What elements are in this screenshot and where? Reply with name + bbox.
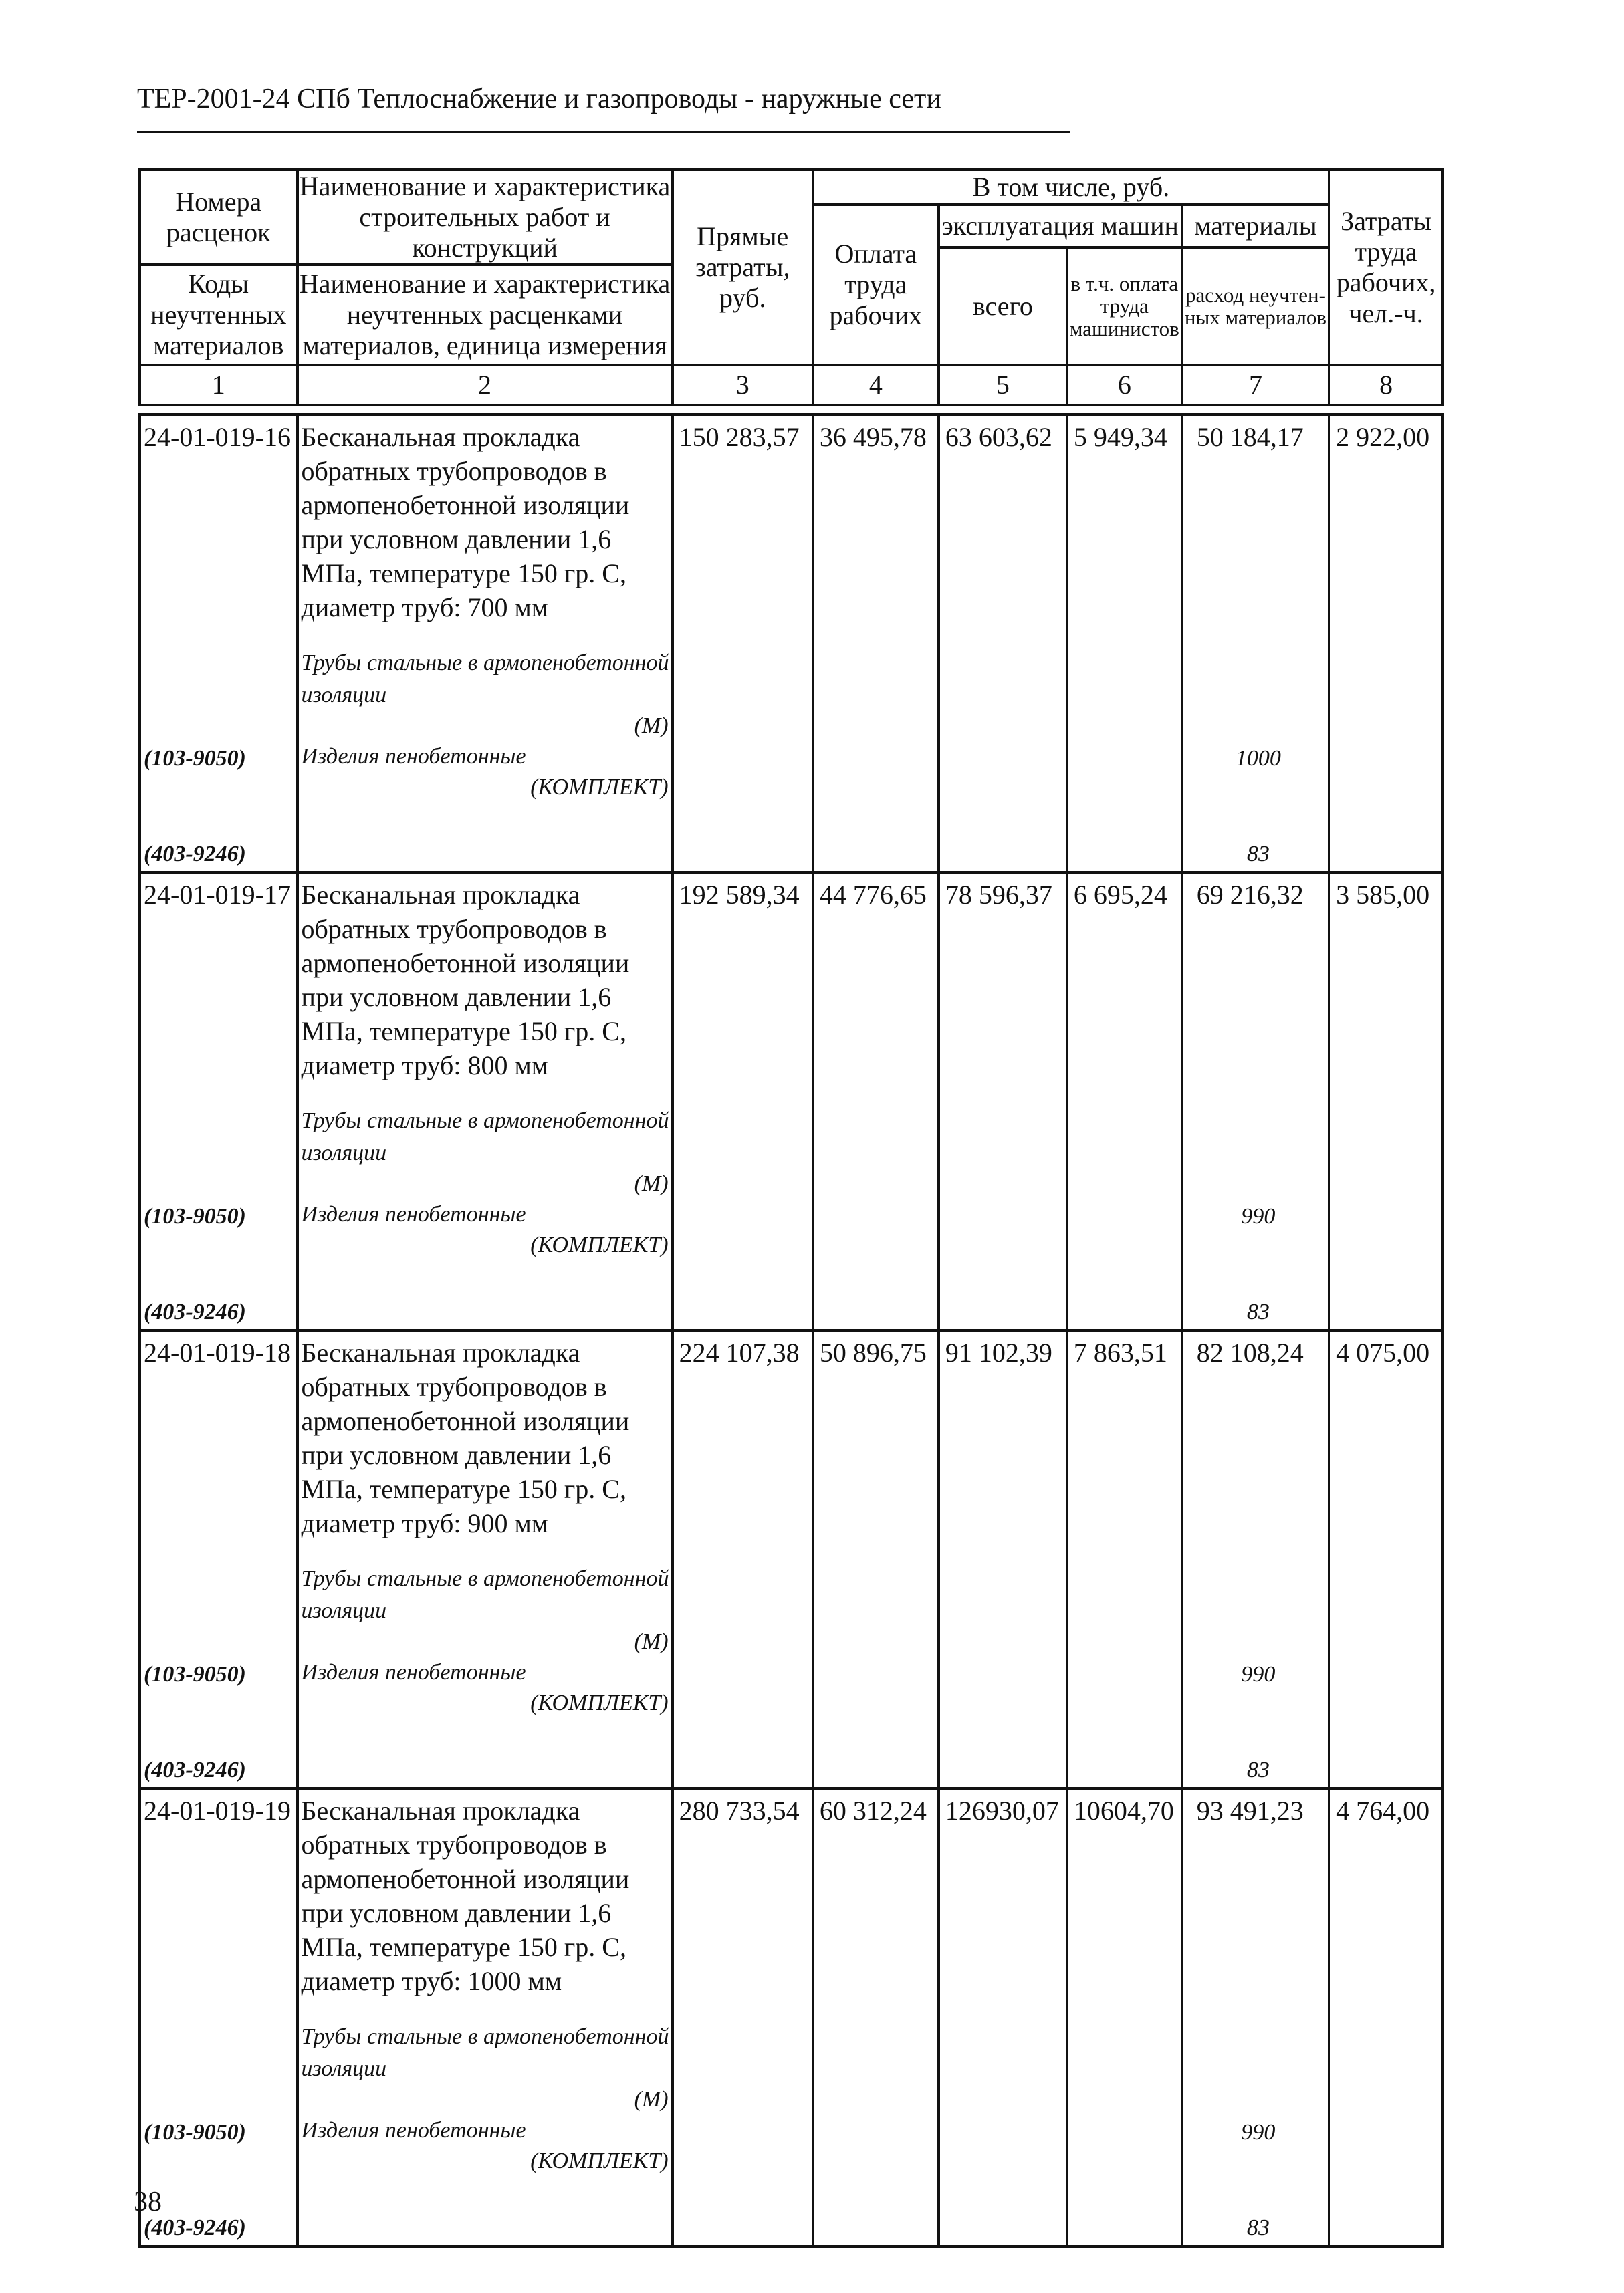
header-rule (137, 131, 1070, 133)
document-header: ТЕР-2001-24 СПб Теплоснабжение и газопроводы - наружные сети (137, 84, 941, 114)
materials-cell (1182, 1330, 1329, 1788)
material-name: Изделия пенобетонные (301, 1660, 526, 1685)
header-machines-total: всего (939, 247, 1067, 365)
materials-cost: 82 108,24 (1196, 1338, 1304, 1368)
labor-hours: 4 075,00 (1329, 1330, 1443, 1788)
description-cell (298, 1788, 673, 2246)
materials-cell (1182, 1788, 1329, 2246)
work-description: Бесканальная прокладка обратных трубопроводов в армопенобетонной изоляции при условном давлении 1,6 МПа, температуре 150 гр. С, диаметр труб: 800 мм (301, 880, 630, 1080)
material-code: (403-9246) (144, 1300, 246, 1324)
material-unit: (КОМПЛЕКТ) (530, 775, 669, 800)
operators-pay: 10604,70 (1067, 1788, 1182, 2246)
material-unit: (М) (634, 713, 669, 738)
rates-table (138, 413, 1444, 2248)
rate-code: 24-01-019-18 (144, 1338, 291, 1368)
header-material-codes: Коды неучтенных материалов (140, 265, 298, 365)
header-materials: материалы (1182, 205, 1329, 247)
material-quantity: 990 (1241, 1662, 1276, 1687)
labor-hours: 4 764,00 (1329, 1788, 1443, 2246)
work-description: Бесканальная прокладка обратных трубопроводов в армопенобетонной изоляции при условном давлении 1,6 МПа, температуре 150 гр. С, диаметр труб: 1000 мм (301, 1796, 630, 1996)
work-description: Бесканальная прокладка обратных трубопроводов в армопенобетонной изоляции при условном давлении 1,6 МПа, температуре 150 гр. С, диаметр труб: 900 мм (301, 1338, 630, 1538)
table-row (140, 1330, 1443, 1788)
material-quantity: 990 (1241, 2120, 1276, 2145)
col-num-4: 4 (813, 365, 939, 405)
header-labor-hours: Затраты труда рабочих, чел.-ч. (1329, 170, 1443, 365)
col-num-8: 8 (1329, 365, 1443, 405)
material-code: (403-9246) (144, 2215, 246, 2240)
header-material-names: Наименование и характеристика неучтенных расценками материалов, единица измерения (298, 265, 673, 365)
workers-pay: 36 495,78 (813, 414, 939, 872)
material-unit: (М) (634, 2087, 669, 2112)
header-workers-pay: Оплата труда рабочих (813, 205, 939, 365)
material-name: Трубы стальные в армопенобетонной изоляции (301, 1108, 669, 1165)
machines-total: 126930,07 (939, 1788, 1067, 2246)
machines-total: 63 603,62 (939, 414, 1067, 872)
rate-code: 24-01-019-16 (144, 422, 291, 452)
materials-cost: 93 491,23 (1196, 1796, 1304, 1826)
material-name: Изделия пенобетонные (301, 2118, 526, 2143)
workers-pay: 60 312,24 (813, 1788, 939, 2246)
material-quantity: 990 (1241, 1204, 1276, 1229)
col-num-3: 3 (673, 365, 813, 405)
col-num-6: 6 (1067, 365, 1182, 405)
material-code: (403-9246) (144, 1758, 246, 1782)
direct-costs: 224 107,38 (673, 1330, 813, 1788)
material-unit: (КОМПЛЕКТ) (530, 1233, 669, 1257)
description-cell (298, 414, 673, 872)
material-name: Изделия пенобетонные (301, 1202, 526, 1227)
direct-costs: 280 733,54 (673, 1788, 813, 2246)
operators-pay: 5 949,34 (1067, 414, 1182, 872)
machines-total: 91 102,39 (939, 1330, 1067, 1788)
material-quantity: 83 (1246, 2215, 1270, 2240)
workers-pay: 50 896,75 (813, 1330, 939, 1788)
rate-code: 24-01-019-17 (144, 880, 291, 910)
labor-hours: 2 922,00 (1329, 414, 1443, 872)
material-quantity: 83 (1246, 842, 1270, 866)
header-unaccounted-materials: расход неучтен-ных материалов (1182, 247, 1329, 365)
col-num-5: 5 (939, 365, 1067, 405)
rate-code-cell (140, 414, 298, 872)
header-direct-costs: Прямые затраты, руб. (673, 170, 813, 365)
direct-costs: 192 589,34 (673, 872, 813, 1330)
material-name: Трубы стальные в армопенобетонной изоляции (301, 1566, 669, 1623)
materials-cell (1182, 872, 1329, 1330)
material-code: (103-9050) (144, 1662, 246, 1687)
header-work-name: Наименование и характеристика строительных работ и конструкций (298, 170, 673, 265)
col-num-2: 2 (298, 365, 673, 405)
material-name: Трубы стальные в армопенобетонной изоляции (301, 2024, 669, 2081)
material-code: (103-9050) (144, 2120, 246, 2145)
material-unit: (М) (634, 1171, 669, 1196)
header-rate-numbers: Номера расценок (140, 170, 298, 265)
table-row (140, 872, 1443, 1330)
page-number: 38 (134, 2187, 162, 2217)
table-row (140, 1788, 1443, 2246)
material-unit: (КОМПЛЕКТ) (530, 1691, 669, 1715)
col-num-7: 7 (1182, 365, 1329, 405)
rate-code: 24-01-019-19 (144, 1796, 291, 1826)
material-unit: (М) (634, 1629, 669, 1654)
table-row (140, 414, 1443, 872)
material-unit: (КОМПЛЕКТ) (530, 2149, 669, 2173)
materials-cell (1182, 414, 1329, 872)
material-code: (103-9050) (144, 746, 246, 771)
material-name: Изделия пенобетонные (301, 744, 526, 769)
direct-costs: 150 283,57 (673, 414, 813, 872)
material-quantity: 83 (1246, 1300, 1270, 1324)
material-code: (403-9246) (144, 842, 246, 866)
col-num-1: 1 (140, 365, 298, 405)
rate-code-cell (140, 1330, 298, 1788)
machines-total: 78 596,37 (939, 872, 1067, 1330)
table-header (138, 168, 1444, 406)
description-cell (298, 1330, 673, 1788)
work-description: Бесканальная прокладка обратных трубопроводов в армопенобетонной изоляции при условном давлении 1,6 МПа, температуре 150 гр. С, диаметр труб: 700 мм (301, 422, 630, 622)
material-name: Трубы стальные в армопенобетонной изоляции (301, 650, 669, 707)
material-code: (103-9050) (144, 1204, 246, 1229)
header-including: В том числе, руб. (813, 170, 1329, 205)
material-quantity: 83 (1246, 1758, 1270, 1782)
material-quantity: 1000 (1235, 746, 1281, 771)
description-cell (298, 872, 673, 1330)
header-operators-pay: в т.ч. оплата труда машинистов (1067, 247, 1182, 365)
operators-pay: 7 863,51 (1067, 1330, 1182, 1788)
workers-pay: 44 776,65 (813, 872, 939, 1330)
rate-code-cell (140, 1788, 298, 2246)
operators-pay: 6 695,24 (1067, 872, 1182, 1330)
labor-hours: 3 585,00 (1329, 872, 1443, 1330)
materials-cost: 69 216,32 (1196, 880, 1304, 910)
header-machines: эксплуатация машин (939, 205, 1182, 247)
materials-cost: 50 184,17 (1196, 422, 1304, 452)
rate-code-cell (140, 872, 298, 1330)
